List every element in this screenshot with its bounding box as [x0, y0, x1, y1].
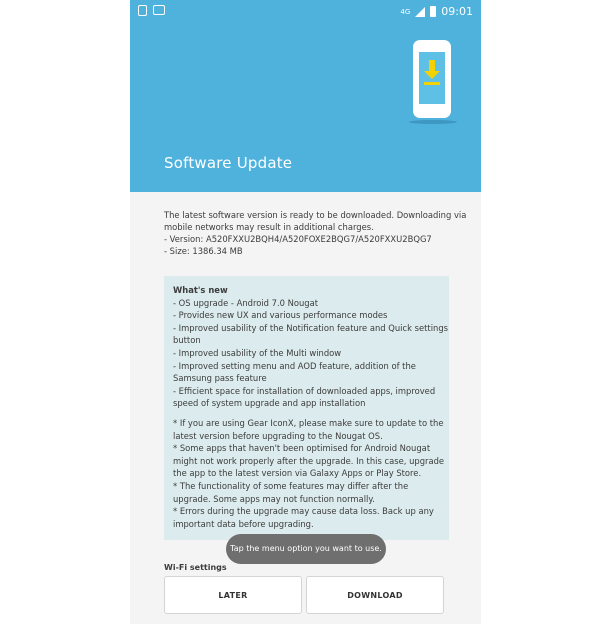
note-line: * If you are using Gear IconX, please make sure to update to the — [173, 417, 444, 428]
note-line: upgrade. Some apps may not function normally. — [173, 493, 375, 504]
list-item: button — [173, 335, 201, 346]
signal-icon — [415, 7, 425, 17]
note-line: the app to the latest version via Galaxy Apps or Play Store. — [173, 468, 422, 479]
page-title: Software Update — [164, 154, 293, 172]
phone-screen — [130, 0, 481, 624]
status-time: 09:01 — [441, 5, 473, 18]
status-bar — [130, 0, 481, 24]
status-right — [400, 5, 473, 18]
list-item: - Provides new UX and various performance modes — [173, 310, 388, 321]
note-line: latest version before upgrading to the Nougat OS. — [173, 430, 383, 441]
battery-icon — [430, 6, 436, 17]
phone-shadow — [409, 120, 457, 124]
phone-download-icon — [413, 40, 451, 118]
list-item: - Efficient space for installation of downloaded apps, improved — [173, 385, 436, 396]
list-item: - OS upgrade - Android 7.0 Nougat — [173, 297, 319, 308]
wifi-settings-label[interactable]: Wi-Fi settings — [164, 563, 227, 572]
download-arrow-head — [424, 71, 440, 79]
list-item: Samsung pass feature — [173, 373, 267, 384]
size-line: - Size: 1386.34 MB — [164, 246, 243, 256]
update-info — [164, 209, 467, 257]
list-item: - Improved usability of the Notification feature and Quick settings — [173, 322, 449, 333]
spacer — [173, 410, 441, 417]
phone-screen-graphic — [419, 52, 445, 104]
toast-message: Tap the menu option you want to use. — [226, 534, 386, 564]
note-line: important data before upgrading. — [173, 518, 314, 529]
network-type: 4G — [400, 7, 411, 16]
note-line: * Errors during the upgrade may cause data loss. Back up any — [173, 506, 434, 517]
list-item: - Improved setting menu and AOD feature, addition of the — [173, 360, 416, 371]
list-item: - Improved usability of the Multi window — [173, 347, 342, 358]
download-arrow-base — [424, 82, 440, 85]
whats-new-title: What's new — [173, 285, 228, 295]
list-item: speed of system upgrade and app installation — [173, 398, 366, 409]
later-button[interactable]: LATER — [164, 576, 302, 614]
note-line: * The functionality of some features may differ after the — [173, 480, 409, 491]
download-button[interactable]: DOWNLOAD — [306, 576, 444, 614]
status-left — [138, 5, 165, 16]
version-line: - Version: A520FXXU2BQH4/A520FOXE2BQG7/A520FXXU2BQG7 — [164, 234, 432, 244]
screen-icon — [138, 5, 147, 16]
header — [130, 0, 481, 192]
note-line: might not work properly after the upgrade. In this case, upgrade — [173, 455, 445, 466]
info-line: The latest software version is ready to be downloaded. Downloading via — [164, 210, 467, 220]
message-icon — [153, 5, 165, 15]
info-line: mobile networks may result in additional charges. — [164, 222, 374, 232]
note-line: * Some apps that haven't been optimised for Android Nougat — [173, 443, 431, 454]
whats-new-panel[interactable] — [164, 276, 449, 540]
